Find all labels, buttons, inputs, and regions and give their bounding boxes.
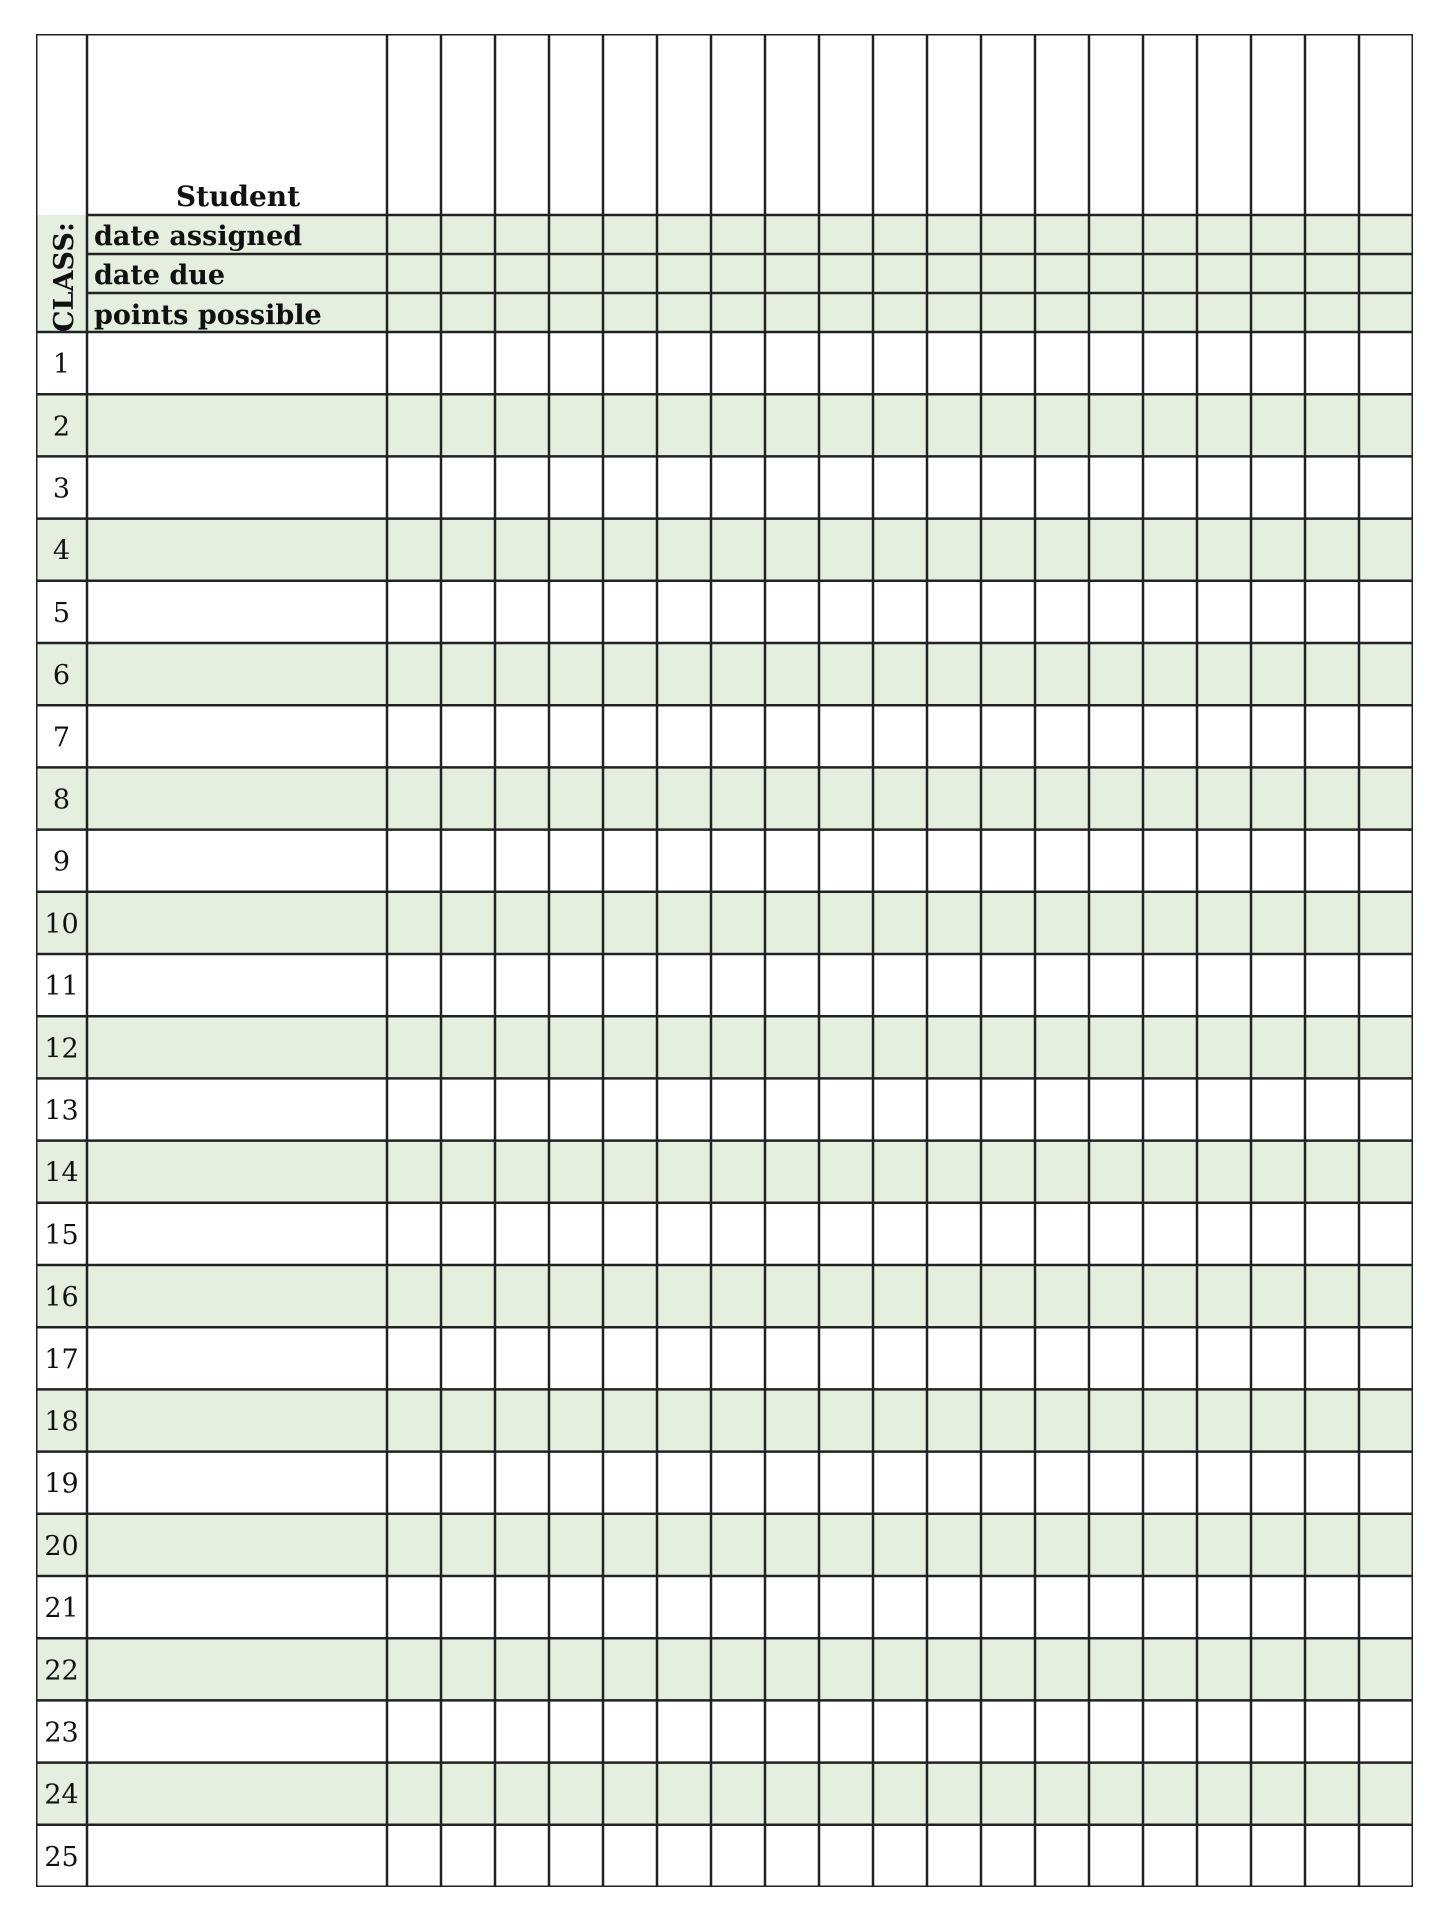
student-row-band (36, 1016, 1413, 1078)
student-row-band (36, 394, 1413, 456)
student-row-band (36, 643, 1413, 705)
student-row-number: 12 (44, 1033, 79, 1065)
student-row-band (36, 767, 1413, 829)
student-row-number: 11 (44, 971, 79, 1003)
student-row-band (36, 1514, 1413, 1576)
student-row-number: 20 (44, 1530, 79, 1562)
student-row-number: 23 (44, 1717, 79, 1749)
student-row-band (36, 892, 1413, 954)
student-row-number: 10 (44, 908, 79, 940)
student-row-number: 16 (44, 1282, 79, 1314)
student-row-number: 1 (52, 349, 71, 381)
class-label: CLASS: (49, 222, 80, 332)
student-row-band (36, 1638, 1413, 1700)
student-row-band (36, 1763, 1413, 1825)
student-row-number: 24 (44, 1779, 79, 1811)
student-row-number: 8 (52, 784, 71, 816)
student-row-band (36, 1141, 1413, 1203)
student-row-number: 2 (52, 411, 71, 443)
student-row-number: 6 (52, 660, 71, 692)
student-row-number: 9 (52, 846, 71, 878)
student-row-number: 19 (44, 1468, 79, 1500)
date-assigned-label: date assigned (94, 221, 303, 252)
student-row-number: 17 (44, 1344, 79, 1376)
student-column-header: Student (175, 180, 301, 213)
student-row-number: 21 (44, 1593, 79, 1625)
student-row-number: 4 (52, 535, 71, 567)
student-row-band (36, 1265, 1413, 1327)
student-row-number: 14 (44, 1157, 79, 1189)
date-due-label: date due (94, 260, 226, 291)
student-row-number: 22 (44, 1655, 79, 1687)
student-row-number: 18 (44, 1406, 79, 1438)
gradebook-grid (36, 34, 1413, 1887)
student-row-number: 13 (44, 1095, 79, 1127)
points-possible-label: points possible (94, 300, 322, 331)
gradebook-sheet (36, 34, 1413, 1887)
student-row-number: 25 (44, 1841, 79, 1873)
student-row-band (36, 1389, 1413, 1451)
student-row-number: 7 (52, 722, 71, 754)
student-row-number: 5 (52, 597, 71, 629)
student-row-number: 3 (52, 473, 71, 505)
student-row-number: 15 (44, 1219, 79, 1251)
student-row-band (36, 519, 1413, 581)
